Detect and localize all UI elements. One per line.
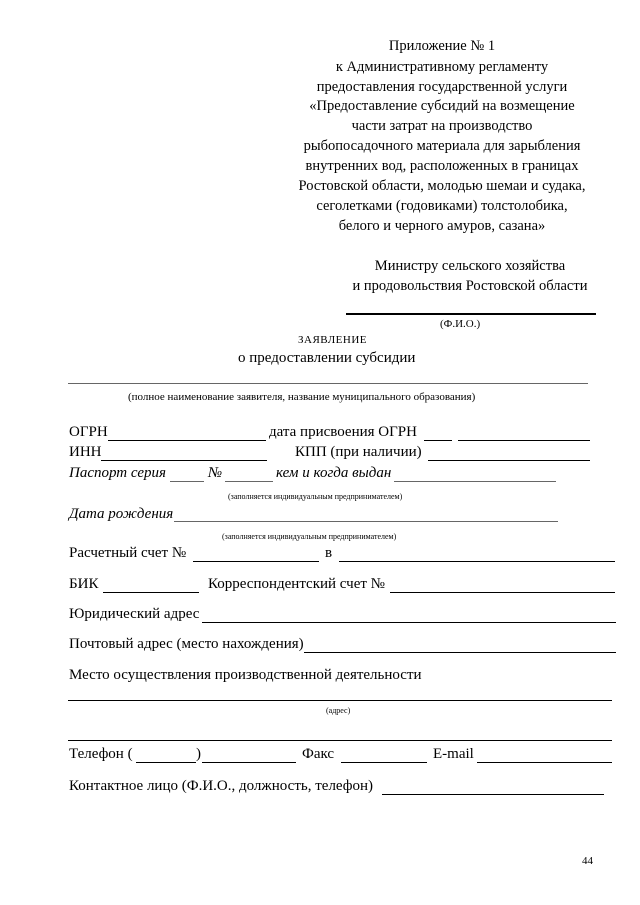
passport-issued-label: кем и когда выдан	[276, 465, 392, 481]
fax-field[interactable]	[341, 762, 427, 763]
appendix-line: «Предоставление субсидий на возмещение	[309, 98, 575, 114]
address-caption: (адрес)	[326, 706, 351, 715]
account-field[interactable]	[193, 561, 319, 562]
account-label: Расчетный счет №	[69, 545, 187, 561]
passport-series-field[interactable]	[170, 481, 204, 482]
activity-place-field-2[interactable]	[68, 740, 612, 741]
document-subtitle: о предоставлении субсидии	[238, 350, 416, 366]
postal-address-field[interactable]	[304, 652, 616, 653]
inn-field[interactable]	[101, 460, 267, 461]
ogrn-date-label: дата присвоения ОГРН	[269, 424, 417, 440]
kpp-field[interactable]	[428, 460, 590, 461]
appendix-line: Приложение № 1	[388, 38, 496, 54]
passport-issued-field[interactable]	[394, 481, 556, 482]
activity-place-field[interactable]	[68, 700, 612, 701]
addressee-line-2: и продовольствия Ростовской области	[352, 278, 588, 294]
passport-series-label: Паспорт серия	[69, 465, 166, 481]
contact-label: Контактное лицо (Ф.И.О., должность, телефон)	[69, 778, 374, 794]
phone-label: Телефон (	[69, 746, 133, 762]
ip-note-2: (заполняется индивидуальным предпринимателем)	[222, 532, 397, 541]
page-number: 44	[582, 855, 593, 867]
corr-account-field[interactable]	[390, 592, 615, 593]
passport-no-field[interactable]	[225, 481, 273, 482]
email-field[interactable]	[477, 762, 612, 763]
passport-no-label: №	[208, 465, 223, 481]
appendix-line: внутренних вод, расположенных в границах	[305, 158, 579, 174]
bik-label: БИК	[69, 576, 99, 592]
addressee-line-1: Министру сельского хозяйства	[374, 258, 566, 274]
ogrn-date-field-1[interactable]	[424, 440, 452, 441]
email-label: E-mail	[433, 746, 474, 762]
phone-code-field[interactable]	[136, 762, 196, 763]
fio-caption: (Ф.И.О.)	[440, 318, 481, 330]
phone-field[interactable]	[202, 762, 296, 763]
kpp-label: КПП (при наличии)	[295, 444, 422, 460]
bik-field[interactable]	[103, 592, 199, 593]
applicant-name-line[interactable]	[68, 383, 588, 384]
ogrn-date-field-2[interactable]	[458, 440, 590, 441]
fax-label: Факс	[302, 746, 335, 762]
appendix-line: сеголетками (годовиками) толстолобика,	[316, 198, 568, 214]
contact-field[interactable]	[382, 794, 604, 795]
ogrn-label: ОГРН	[69, 424, 108, 440]
birth-date-label: Дата рождения	[69, 506, 174, 522]
legal-address-label: Юридический адрес	[69, 606, 200, 622]
appendix-line: рыбопосадочного материала для зарыбления	[303, 138, 581, 154]
birth-date-field[interactable]	[174, 521, 558, 522]
postal-address-label: Почтовый адрес (место нахождения)	[69, 636, 304, 652]
account-in-label: в	[325, 545, 333, 561]
bank-field[interactable]	[339, 561, 615, 562]
ip-note-1: (заполняется индивидуальным предпринимателем)	[228, 492, 403, 501]
appendix-line: к Административному регламенту	[335, 59, 549, 75]
phone-close-paren: )	[196, 746, 201, 762]
applicant-caption: (полное наименование заявителя, название муниципального образования)	[128, 391, 476, 403]
ogrn-field[interactable]	[108, 440, 266, 441]
appendix-line: белого и черного амуров, сазана»	[338, 218, 546, 234]
fio-line[interactable]	[346, 313, 596, 315]
appendix-line: предоставления государственной услуги	[316, 79, 568, 95]
legal-address-field[interactable]	[202, 622, 616, 623]
activity-place-label: Место осуществления производственной деятельности	[69, 667, 422, 683]
appendix-line: Ростовской области, молодью шемаи и судака,	[298, 178, 586, 194]
inn-label: ИНН	[69, 444, 102, 460]
document-title: ЗАЯВЛЕНИЕ	[298, 334, 367, 346]
corr-account-label: Корреспондентский счет №	[208, 576, 385, 592]
appendix-line: части затрат на производство	[351, 118, 533, 134]
